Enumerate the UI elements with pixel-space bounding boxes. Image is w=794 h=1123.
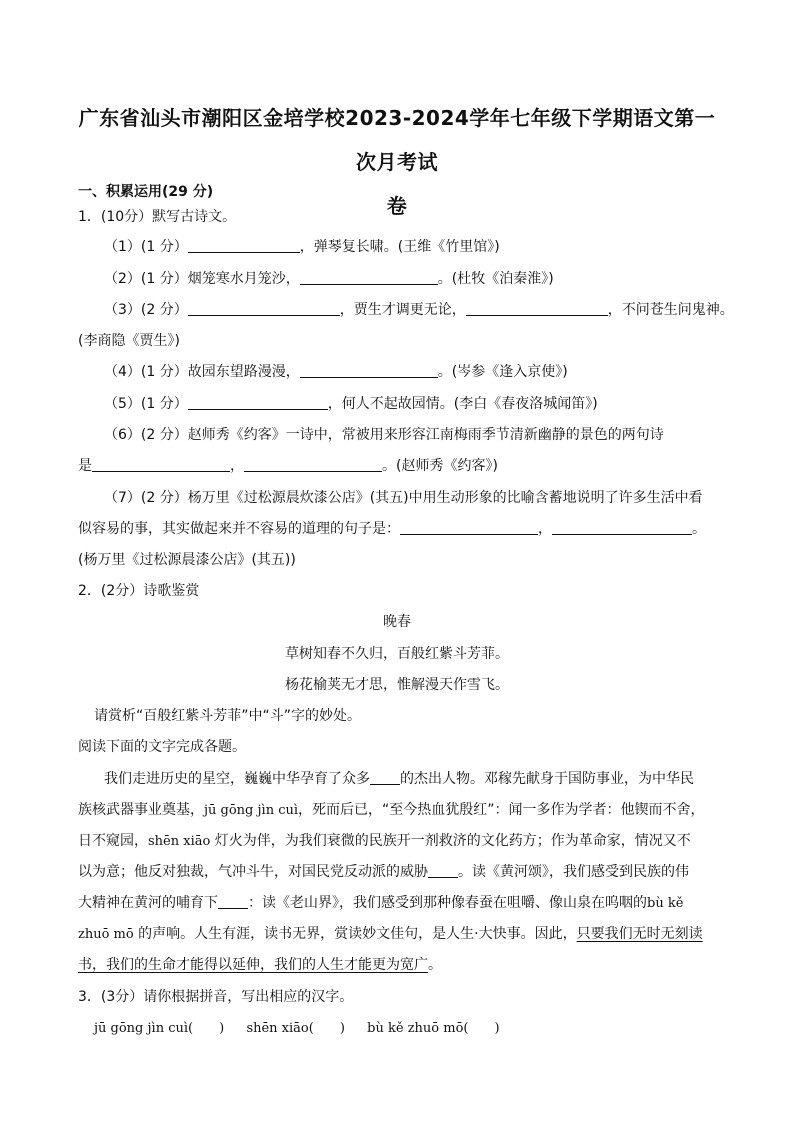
- passage-line-1: 我们走进历史的星空，巍巍中华孕育了众多 的杰出人物。邓稼先献身于国防事业，为中华民: [104, 771, 694, 787]
- answer-blank[interactable]: [188, 394, 328, 410]
- passage-line-3: 日不窥园，shēn xiāo 灯火为伴，为我们衰微的民族开一剂救济的文化药方；作为革命家，情况又不: [78, 833, 691, 849]
- title-line-1: 广东省汕头市潮阳区金培学校2023-2024学年七年级下学期语文第一次月考试: [78, 106, 716, 174]
- answer-blank[interactable]: [300, 362, 438, 378]
- passage-line-4: 以为意；他反对独裁，气冲斗牛，对国民党反动派的威胁 。读《黄河颂》，我们感受到民族的伟: [78, 864, 689, 880]
- q1-item-2: （2）(1 分）烟笼寒水月笼沙， 。(杜牧《泊秦淮》): [104, 271, 554, 287]
- answer-blank[interactable]: [428, 862, 458, 878]
- answer-blank[interactable]: [188, 237, 300, 253]
- q1-item-7-cont: 似容易的事，其实做起来并不容易的道理的句子是： ， 。: [78, 521, 706, 537]
- answer-blank[interactable]: [92, 456, 230, 472]
- q1-item-3-source: (李商隐《贾生》): [78, 333, 180, 349]
- q3-pinyin-row: jū gōng jìn cuì( ) shēn xiāo( ) bù kě zhuō mō( ): [94, 1021, 500, 1036]
- answer-blank[interactable]: [400, 519, 538, 535]
- q1-item-7-source: (杨万里《过松源晨漆公店》(其五)): [78, 552, 296, 568]
- passage-line-6: zhuō mō 的声响。人生有涯，读书无界，赏读妙文佳句，是人生·大快事。因此，只要我们无时无刻读: [78, 926, 703, 942]
- answer-blank[interactable]: [370, 769, 400, 785]
- answer-blank[interactable]: [466, 300, 608, 316]
- poem-title: 晚春: [383, 614, 411, 630]
- answer-blank[interactable]: [218, 893, 248, 909]
- poem-line-2: 杨花榆荚无才思，惟解漫天作雪飞。: [285, 677, 509, 693]
- passage-line-5: 大精神在黄河的哺育下 ：读《老山界》，我们感受到那种像春蚕在咀嚼、像山泉在呜咽的bù kě: [78, 895, 684, 911]
- q3-stem: 3．(3分）请你根据拼音，写出相应的汉字。: [78, 989, 354, 1005]
- q1-item-3: （3）(2 分） ，贾生才调更无论， ，不问苍生问鬼神。: [104, 302, 734, 318]
- passage-line-2: 族核武器事业奠基，jū gōng jìn cuì，死而后已，“至今热血犹殷红”：闻一多作为学者：他锲而不舍，: [78, 802, 705, 818]
- q1-item-6-cont: 是 ， 。(赵师秀《约客》): [78, 458, 498, 474]
- answer-blank[interactable]: [552, 519, 692, 535]
- answer-blank[interactable]: [244, 456, 382, 472]
- q1-item-5: （5）(1 分） ，何人不起故园情。(李白《春夜洛城闻笛》): [104, 396, 598, 412]
- q1-item-4: （4）(1 分）故园东望路漫漫， 。(岑参《逢入京使》): [104, 364, 568, 380]
- answer-blank[interactable]: [300, 269, 438, 285]
- q1-stem: 1．(10分）默写古诗文。: [78, 209, 237, 225]
- title-line-2: 卷: [386, 194, 408, 218]
- reading-intro: 阅读下面的文字完成各题。: [78, 739, 246, 755]
- q1-item-1: （1）(1 分） ，弹琴复长啸。(王维《竹里馆》): [104, 239, 500, 255]
- section-heading: 一、积累运用(29 分): [78, 184, 214, 200]
- q1-item-7: （7）(2 分）杨万里《过松源晨炊漆公店》(其五)中用生动形象的比喻含蓄地说明了许多生活中看: [104, 490, 703, 506]
- q2-stem: 2．(2分）诗歌鉴赏: [78, 583, 200, 599]
- passage-line-7: 书，我们的生命才能得以延伸，我们的人生才能更为宽广。: [78, 957, 442, 973]
- q1-item-6: （6）(2 分）赵师秀《约客》一诗中，常被用来形容江南梅雨季节清新幽静的景色的两句诗: [104, 427, 664, 443]
- answer-blank[interactable]: [188, 300, 340, 316]
- poem-line-1: 草树知春不久归，百般红紫斗芳菲。: [285, 646, 509, 662]
- q2-prompt: 请赏析“百般红紫斗芳菲”中“斗”字的妙处。: [94, 708, 362, 724]
